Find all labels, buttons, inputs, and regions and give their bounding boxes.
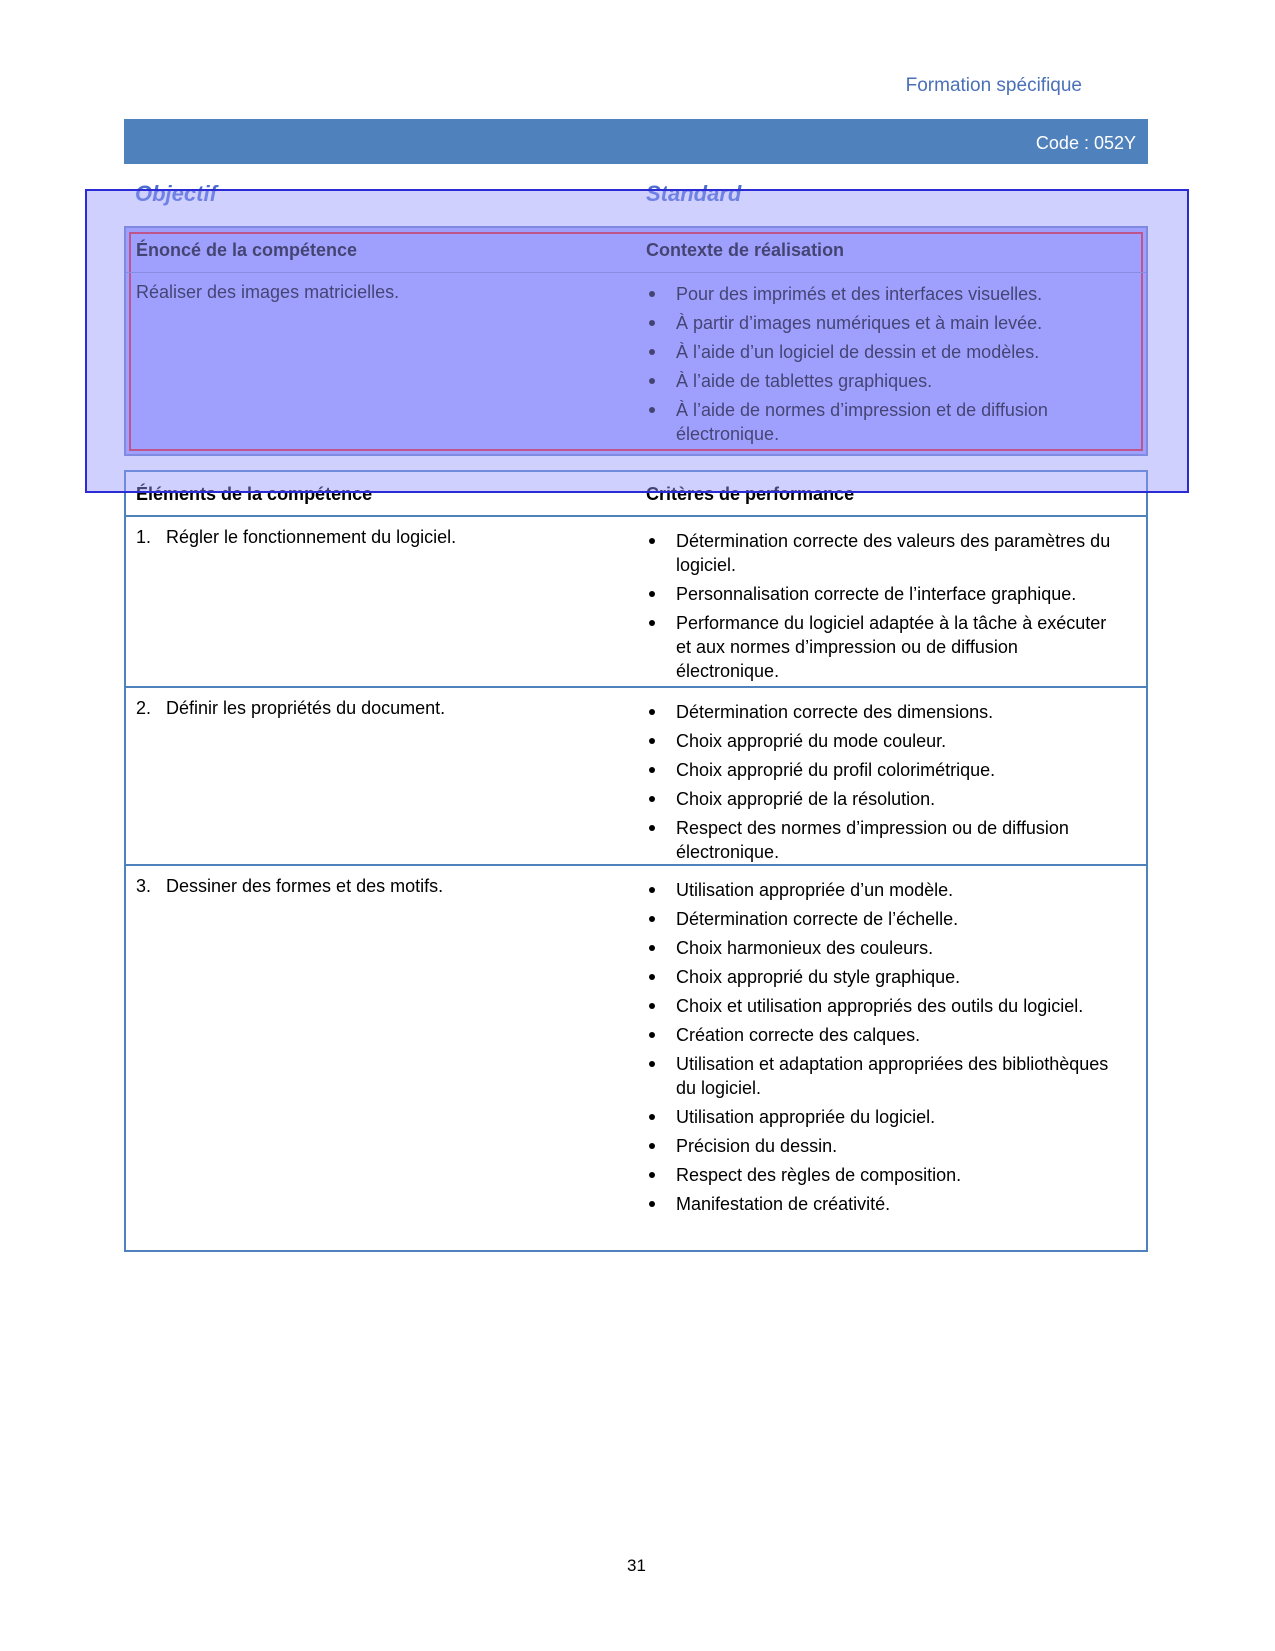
elements-header: Éléments de la compétence [136,484,373,504]
criterion-item: Respect des normes d’impression ou de diffusion électronique. [646,816,1116,864]
table-row [126,866,1146,1250]
criteria-list [646,529,1116,688]
competence-statement-header: Énoncé de la compétence [136,240,358,260]
criterion-item: Choix approprié du profil colorimétrique. [646,758,1116,782]
criterion-item: Utilisation appropriée d’un modèle. [646,878,1116,902]
context-item: À partir d’images numériques et à main levée. [646,311,1116,335]
element-label [136,527,456,548]
context-item: Pour des imprimés et des interfaces visuelles. [646,282,1116,306]
context-item: À l’aide d’un logiciel de dessin et de modèles. [646,340,1116,364]
page-number: 31 [627,1556,646,1575]
elements-header-row [126,472,1146,517]
elements-table [124,470,1148,1252]
element-number: 1. [136,527,152,547]
criteria-list [646,878,1116,1221]
table-row [126,688,1146,866]
element-text: Régler le fonctionnement du logiciel. [166,527,457,547]
element-number: 2. [136,698,152,718]
criterion-item: Création correcte des calques. [646,1023,1116,1047]
context-item: À l’aide de tablettes graphiques. [646,369,1116,393]
criterion-item: Utilisation et adaptation appropriées des bibliothèques du logiciel. [646,1052,1116,1100]
element-label [136,876,443,897]
criterion-item: Choix approprié du style graphique. [646,965,1116,989]
criterion-item: Détermination correcte de l’échelle. [646,907,1116,931]
element-text: Définir les propriétés du document. [166,698,446,718]
criteria-header: Critères de performance [646,484,855,504]
context-item: À l’aide de normes d’impression et de diffusion électronique. [646,398,1116,446]
criterion-item: Choix et utilisation appropriés des outils du logiciel. [646,994,1116,1018]
table-row [126,517,1146,688]
competence-header-row [126,228,1146,273]
competence-table [124,226,1148,456]
criterion-item: Détermination correcte des dimensions. [646,700,1116,724]
column-headings [135,181,1135,211]
criterion-item: Choix harmonieux des couleurs. [646,936,1116,960]
criterion-item: Personnalisation correcte de l’interface graphique. [646,582,1116,606]
code-bar [124,119,1148,164]
criterion-item: Manifestation de créativité. [646,1192,1116,1216]
competence-statement: Réaliser des images matricielles. [136,282,400,302]
criterion-item: Détermination correcte des valeurs des paramètres du logiciel. [646,529,1116,577]
element-text: Dessiner des formes et des motifs. [166,876,444,896]
criterion-item: Utilisation appropriée du logiciel. [646,1105,1116,1129]
criterion-item: Précision du dessin. [646,1134,1116,1158]
criteria-list [646,700,1116,869]
course-code: Code : 052Y [1035,133,1136,153]
criterion-item: Performance du logiciel adaptée à la tâche à exécuter et aux normes d’impression ou de diffusion électronique. [646,611,1116,683]
context-header: Contexte de réalisation [646,240,845,260]
criterion-item: Choix approprié du mode couleur. [646,729,1116,753]
criterion-item: Choix approprié de la résolution. [646,787,1116,811]
section-label: Formation spécifique [905,75,1082,96]
standard-heading: Standard [646,181,742,206]
element-label [136,698,445,719]
context-list [646,282,1116,451]
element-number: 3. [136,876,152,896]
objectif-heading: Objectif [135,181,217,206]
criterion-item: Respect des règles de composition. [646,1163,1116,1187]
